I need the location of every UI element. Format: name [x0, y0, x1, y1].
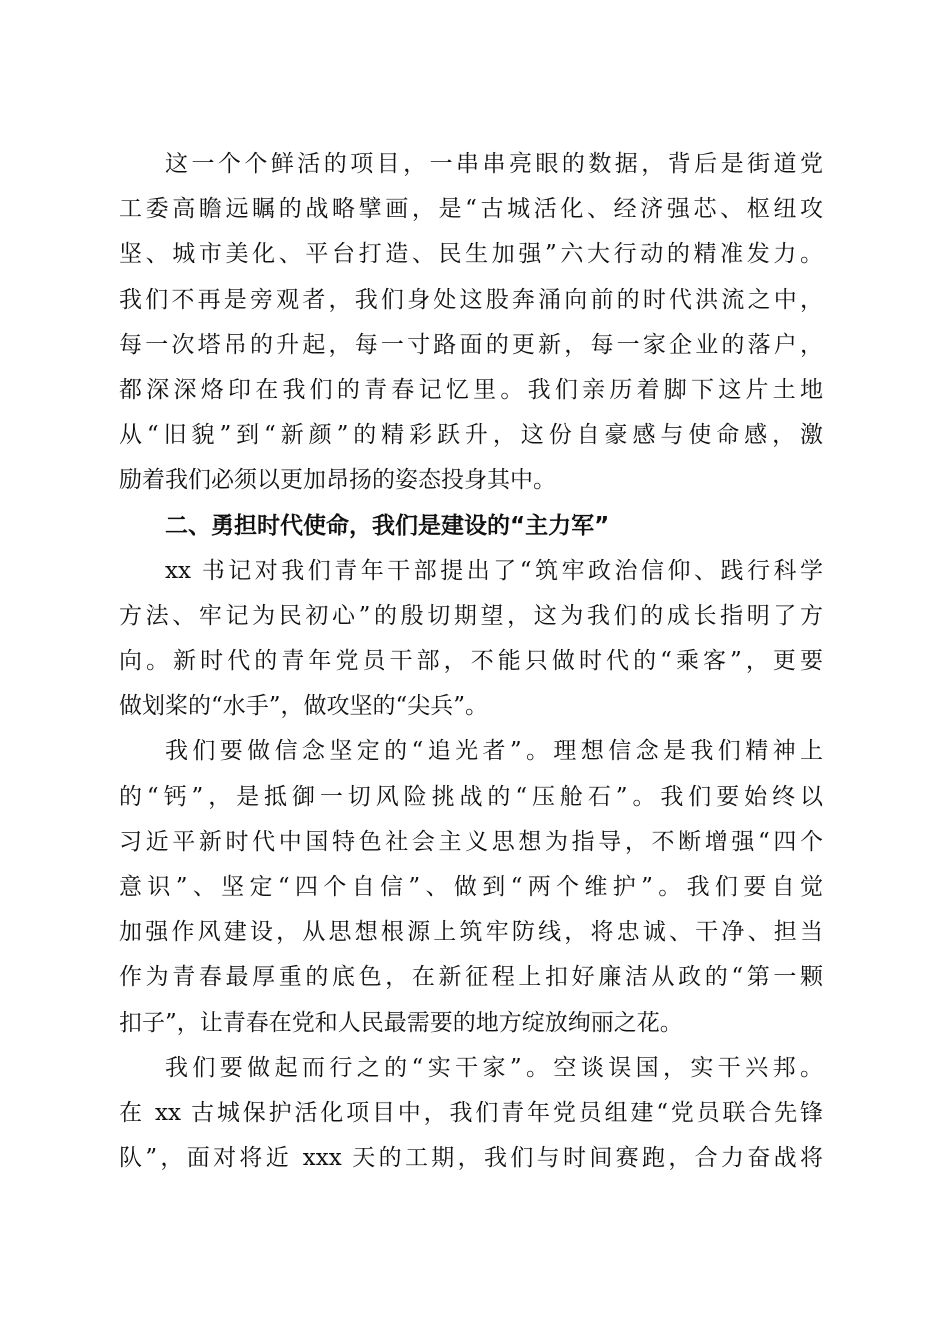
section-heading: 二、勇担时代使命，我们是建设的“主力军”: [165, 512, 610, 539]
text-line: 在 xx 古城保护活化项目中，我们青年党员组建“党员联合先锋: [119, 1099, 823, 1126]
text-line: 方法、牢记为民初心”的殷切期望，这为我们的成长指明了方: [119, 602, 823, 629]
text-line: 扣子”，让青春在党和人民最需要的地方绽放绚丽之花。: [119, 1009, 683, 1036]
text-line: 习近平新时代中国特色社会主义思想为指导，不断增强“四个: [119, 828, 823, 855]
text-line: 工委高瞻远瞩的战略擘画，是“古城活化、经济强芯、枢纽攻: [119, 196, 823, 223]
text-line: 我们不再是旁观者，我们身处这股奔涌向前的时代洪流之中，: [119, 286, 823, 313]
text-line: 作为青春最厚重的底色，在新征程上扣好廉洁从政的“第一颗: [119, 964, 823, 991]
text-line: 做划桨的“水手”，做攻坚的“尖兵”。: [119, 693, 489, 720]
text-line: 的“钙”，是抵御一切风险挑战的“压舱石”。我们要始终以: [119, 783, 823, 810]
text-line: xx 书记对我们青年干部提出了“筑牢政治信仰、践行科学: [165, 557, 823, 584]
text-line: 坚、城市美化、平台打造、民生加强”六大行动的精准发力。: [119, 241, 823, 268]
text-line: 从“旧貌”到“新颜”的精彩跃升，这份自豪感与使命感，激: [119, 422, 823, 449]
text-line: 励着我们必须以更加昂扬的姿态投身其中。: [119, 467, 556, 494]
text-line: 向。新时代的青年党员干部，不能只做时代的“乘客”，更要: [119, 648, 823, 675]
text-line: 意识”、坚定“四个自信”、做到“两个维护”。我们要自觉: [119, 874, 823, 900]
document-body: [119, 142, 823, 1181]
text-line: 我们要做信念坚定的“追光者”。理想信念是我们精神上: [165, 738, 823, 765]
text-line: 我们要做起而行之的“实干家”。空谈误国，实干兴邦。: [165, 1054, 823, 1081]
text-line: 这一个个鲜活的项目，一串串亮眼的数据，背后是街道党: [165, 151, 823, 177]
text-line: 加强作风建设，从思想根源上筑牢防线，将忠诚、干净、担当: [119, 919, 823, 946]
text-line: 队”，面对将近 xxx 天的工期，我们与时间赛跑，合力奋战将: [119, 1145, 823, 1172]
text-line: 每一次塔吊的升起，每一寸路面的更新，每一家企业的落户，: [119, 331, 823, 358]
text-line: 都深深烙印在我们的青春记忆里。我们亲历着脚下这片土地: [119, 376, 823, 403]
